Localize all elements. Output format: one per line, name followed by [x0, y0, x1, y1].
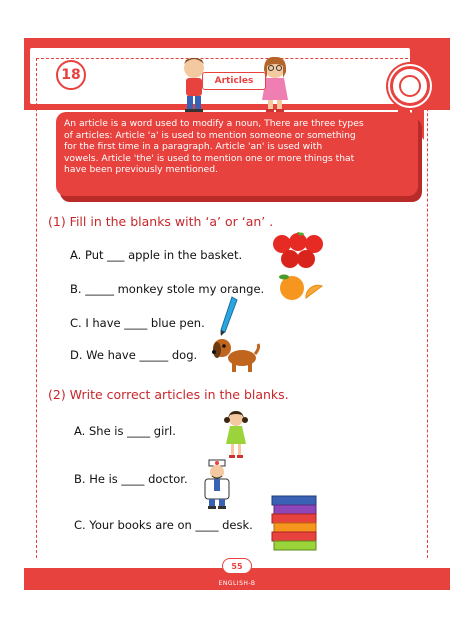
definition-line: of articles: Article 'a' is used to mention someone or something [64, 129, 356, 141]
doctor-icon [200, 458, 234, 510]
section2-title: (2) Write correct articles in the blanks. [48, 387, 289, 402]
girl-icon [222, 410, 250, 460]
question-1a: A. Put ___ apple in the basket. [70, 248, 243, 262]
question-2c: C. Your books are on ____ desk. [74, 518, 253, 532]
orange-icon [276, 272, 324, 302]
question-1d: D. We have _____ dog. [70, 348, 198, 362]
page-number: 55 [222, 558, 252, 574]
footer-subject-label: ENGLISH-B [218, 580, 256, 587]
definition-line: An article is a word used to modify a noun, There are three types [64, 118, 364, 129]
definition-line: vowels. Article 'the' is used to mention one or more things that [64, 152, 355, 164]
worksheet-number-badge: 18 [56, 60, 86, 90]
question-1c: C. I have ____ blue pen. [70, 316, 205, 330]
definition-line: have been previously mentioned. [64, 164, 218, 176]
question-2a: A. She is ____ girl. [74, 424, 176, 438]
dog-icon [208, 334, 262, 374]
question-1b: B. _____ monkey stole my orange. [70, 282, 265, 296]
blue-pen-icon [218, 296, 238, 338]
definition-line: for the first time in a paragraph. Article 'an' is used with [64, 141, 323, 153]
definition-box [56, 112, 418, 196]
kids-illustration [180, 54, 290, 116]
question-2b: B. He is ____ doctor. [74, 472, 188, 486]
section1-title: (1) Fill in the blanks with ‘a’ or ‘an’ . [48, 214, 274, 229]
books-icon [270, 494, 320, 552]
apples-icon [270, 232, 326, 270]
articles-sign: Articles [202, 72, 266, 90]
